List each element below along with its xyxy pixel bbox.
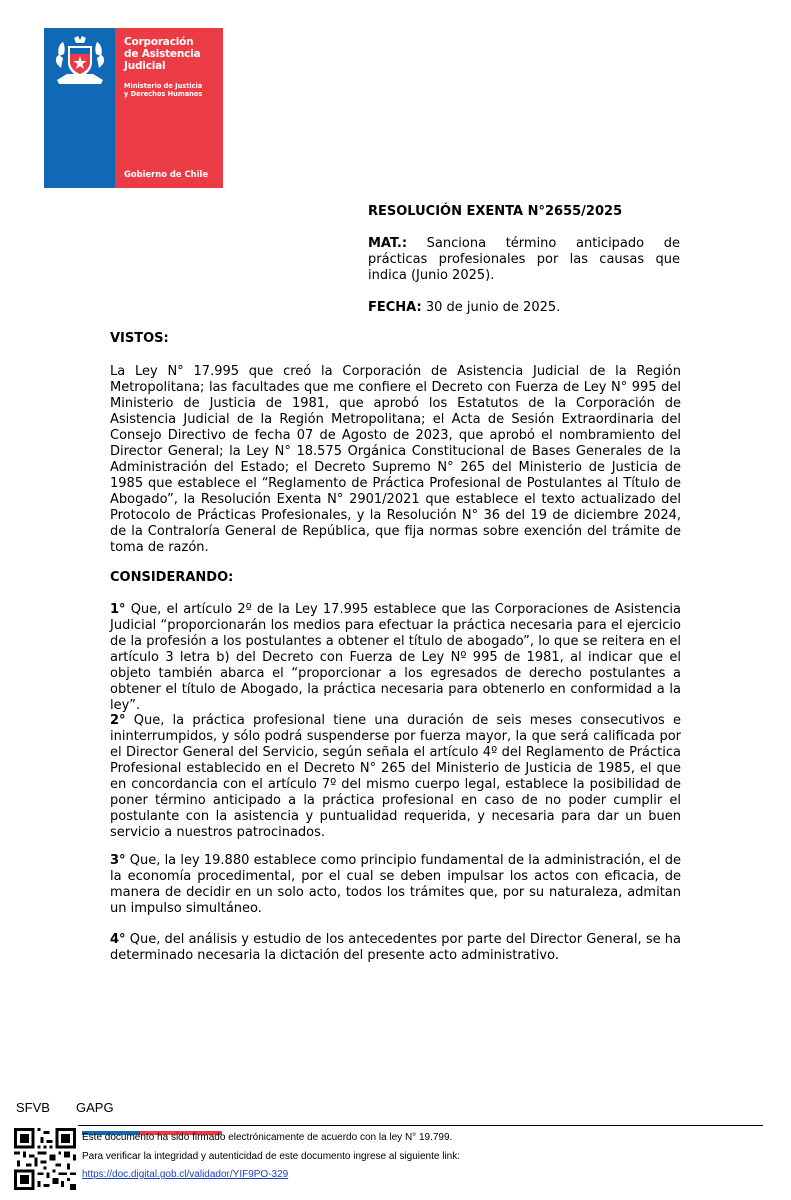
footer-initials-2: GAPG	[76, 1100, 114, 1115]
subject-text: Sanciona término anticipado de prácticas profesionales por las causas que indica (Junio 2025).	[368, 236, 680, 283]
item-number: 1°	[110, 602, 126, 617]
date-text: 30 de junio de 2025.	[421, 300, 561, 315]
resolution-date	[368, 300, 560, 316]
signature-note: Este documento ha sido firmado electrónicamente de acuerdo con la ley N° 19.799.	[82, 1132, 453, 1143]
item-number: 3°	[110, 853, 126, 868]
item-number: 4°	[110, 932, 126, 947]
validation-link[interactable]: https://doc.digital.gob.cl/validador/YIF9PO-329	[82, 1169, 289, 1180]
considerando-item	[110, 602, 681, 714]
item-text: Que, del análisis y estudio de los antecedentes por parte del Director General, se ha determinado necesaria la dictación del presente acto administrativo.	[110, 932, 681, 963]
vistos-heading: VISTOS:	[110, 331, 169, 346]
logo-blue-panel	[44, 28, 115, 188]
subject-label: MAT.:	[368, 236, 408, 251]
item-text: Que, la práctica profesional tiene una duración de seis meses consecutivos e ininterrumpidos, y sólo podrá suspenderse por fuerza mayor, la que será calificada por el Director General del Servicio, según señala el artículo 4º del Reglamento de Práctica Profesional establecido en el Decreto N° 265 del Ministerio de Justicia de 1985, el que en concordancia con el artículo 7º del mismo cuerpo legal, establece la posibilidad de poner término anticipado a la práctica profesional en caso de no poder cumplir el postulante con la asistencia y puntualidad requerida, y necesaria para dar un buen servicio a nuestros patrocinados.	[110, 713, 681, 840]
resolution-subject	[368, 236, 680, 284]
date-label: FECHA:	[368, 300, 422, 315]
logo-org-line: de Asistencia	[124, 48, 201, 60]
logo-ministry-line: y Derechos Humanos	[124, 90, 203, 98]
item-text: Que, la ley 19.880 establece como principio fundamental de la administración, el de la economía procedimental, por el cual se deben impulsar los actos con eficacia, de manera de decidir en un solo acto, todos los trámites que, por su naturaleza, admitan un impulso simultáneo.	[110, 853, 681, 916]
logo-org-line: Judicial	[124, 60, 166, 72]
institution-logo	[44, 28, 223, 188]
vistos-paragraph: La Ley N° 17.995 que creó la Corporación de Asistencia Judicial de la Región Metropolitana; las facultades que me confiere el Decreto con Fuerza de Ley N° 995 del Ministerio de Justicia de 1981, que aprobó los Estatutos de la Corporación de Asistencia Judicial de la Región Metropolitana; el Acta de Sesión Extraordinaria del Consejo Directivo de fecha 07 de Agosto de 2023, que aprobó el nombramiento del Director General; la Ley N° 18.575 Orgánica Constitucional de Bases Generales de la Administración del Estado; el Decreto Supremo N° 265 del Ministerio de Justicia de 1985 que establece el “Reglamento de Práctica Profesional de Postulantes al Título de Abogado”, la Resolución Exenta N° 2901/2021 que establece el texto actualizado del Protocolo de Prácticas Profesionales, y la Resolución N° 36 del 19 de diciembre 2024, de la Contraloría General de República, que fija normas sobre exención del trámite de toma de razón.	[110, 364, 681, 555]
verification-note: Para verificar la integridad y autenticidad de este documento ingrese al siguiente link:	[82, 1151, 460, 1162]
qr-code-icon	[14, 1128, 76, 1190]
logo-ministry-line: Ministerio de Justicia	[124, 82, 203, 90]
item-text: Que, el artículo 2º de la Ley 17.995 establece que las Corporaciones de Asistencia Judicial “proporcionarán los medios para efectuar la práctica necesaria para el ejercicio de la profesión a los postulantes a obtener el título de abogado”, lo que se reitera en el artículo 3 letra b) del Decreto con Fuerza de Ley Nº 995 de 1981, al indicar que el objeto también abarca el “proporcionar a los egresados de derecho postulantes a obtener el título de Abogado, la práctica necesaria para obtenerlo en conformidad a la ley”.	[110, 602, 681, 713]
logo-government: Gobierno de Chile	[124, 169, 209, 179]
logo-organization-name	[124, 36, 220, 72]
resolution-title: RESOLUCIÓN EXENTA N°2655/2025	[368, 204, 623, 219]
footer-divider	[78, 1125, 763, 1126]
item-number: 2°	[110, 713, 126, 728]
considerando-item	[110, 713, 681, 841]
coat-of-arms-icon	[49, 34, 111, 90]
considerando-heading: CONSIDERANDO:	[110, 570, 234, 585]
logo-org-line: Corporación	[124, 36, 194, 48]
footer-initials-1: SFVB	[16, 1100, 50, 1115]
considerando-item	[110, 932, 681, 964]
logo-ministry-name	[124, 82, 220, 98]
considerando-item	[110, 853, 681, 917]
